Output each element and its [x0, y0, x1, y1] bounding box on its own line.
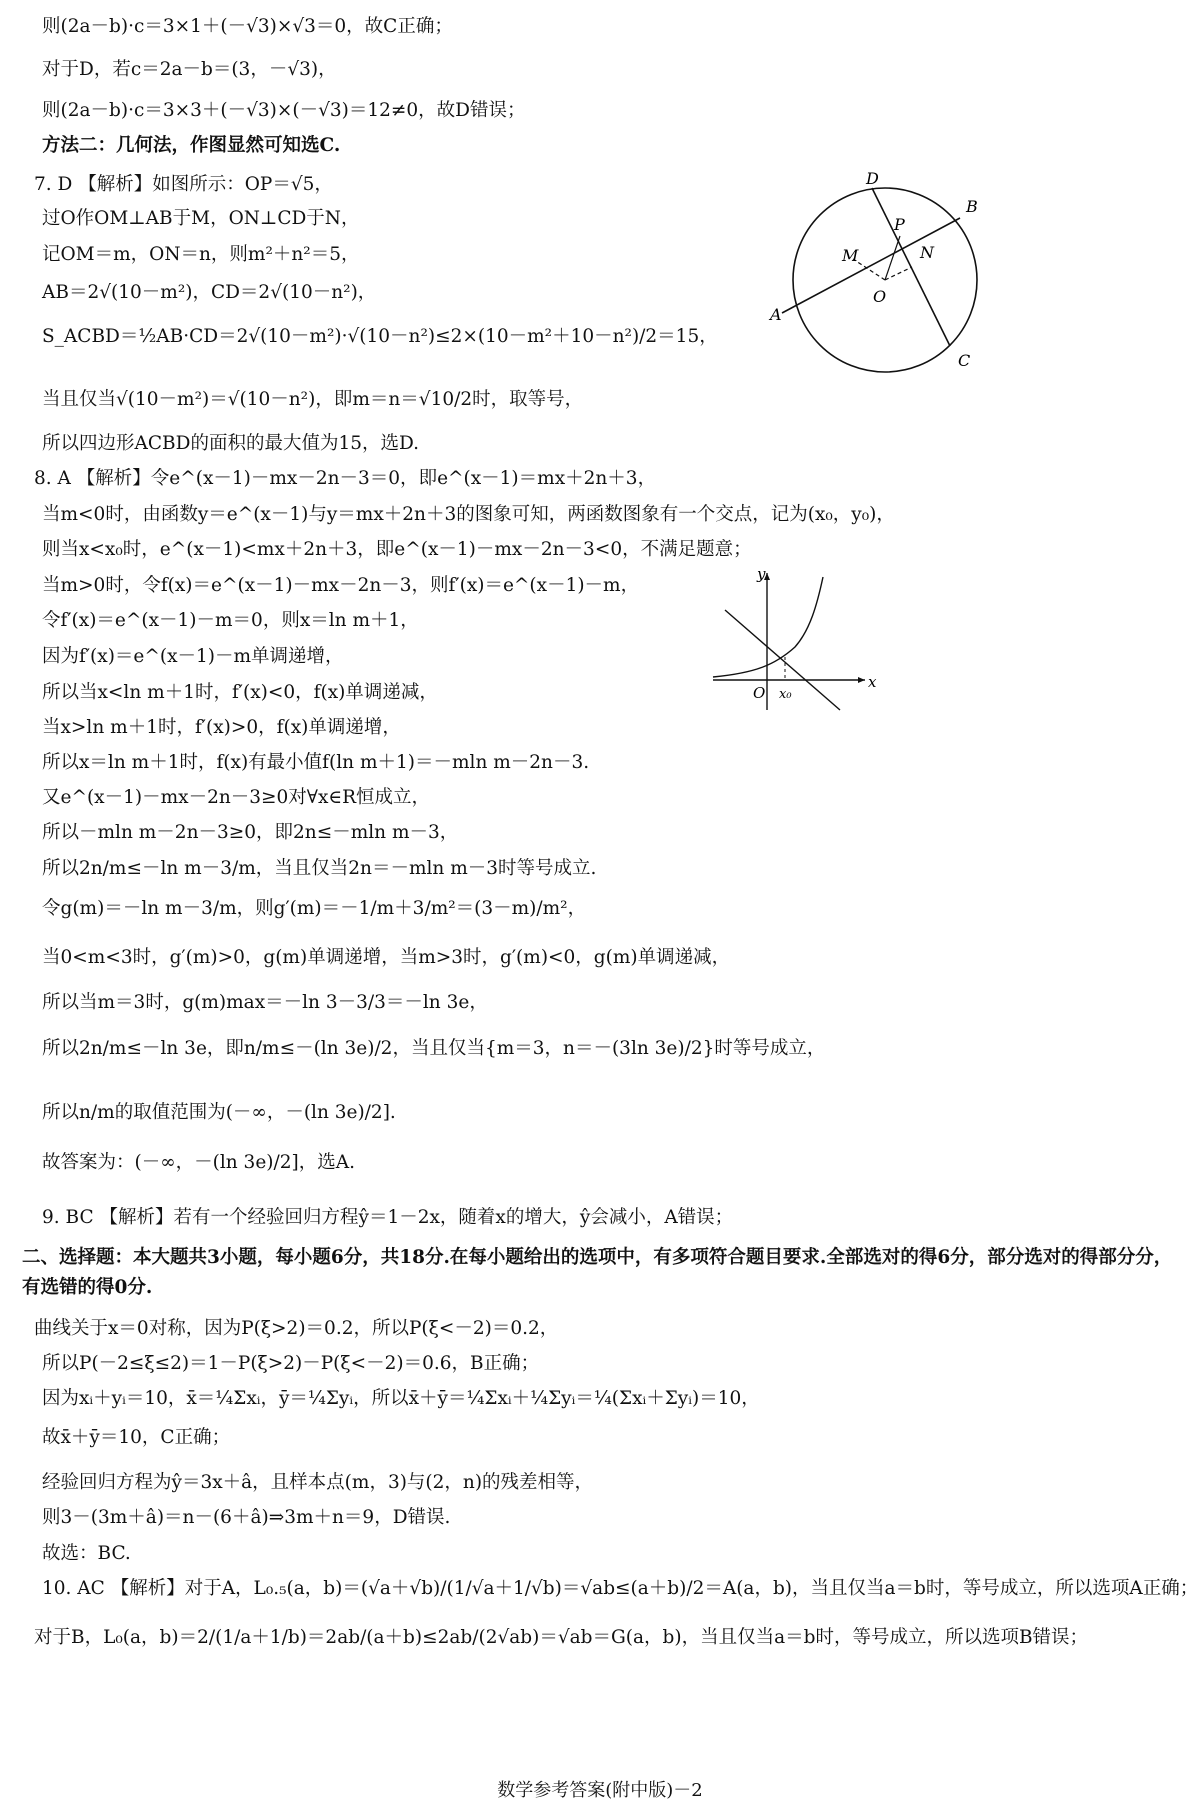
label-origin: O — [753, 684, 766, 702]
label-x: x — [868, 673, 877, 691]
text-line: 所以当x<ln m＋1时，f′(x)<0，f(x)单调递减， — [42, 682, 438, 703]
label-a: A — [770, 305, 782, 324]
text-line: 当m<0时，由函数y＝e^(x－1)与y＝mx＋2n＋3的图象可知，两函数图象有一个交点，记为(x₀，y₀)， — [42, 504, 895, 525]
text-line: AB＝2√(10－m²)，CD＝2√(10－n²)， — [42, 282, 377, 303]
label-x0: x₀ — [779, 687, 792, 702]
text-line: 经验回归方程为ŷ＝3x＋â，且样本点(m，3)与(2，n)的残差相等， — [42, 1472, 594, 1493]
text-line: 则3－(3m＋â)＝n－(6＋â)⇒3m＋n＝9，D错误. — [42, 1507, 451, 1528]
text-line: 令f′(x)＝e^(x－1)－m＝0，则x＝ln m＋1， — [42, 610, 419, 631]
label-d: D — [866, 169, 879, 188]
text-line: 则(2a－b)·c＝3×3＋(－√3)×(－√3)＝12≠0，故D错误； — [42, 100, 526, 121]
text-line: 所以当m＝3时，g(m)max＝－ln 3－3/3＝－ln 3e， — [42, 992, 488, 1013]
text-line: 曲线关于x＝0对称，因为P(ξ>2)＝0.2，所以P(ξ<－2)＝0.2， — [34, 1318, 559, 1339]
function-graph-figure — [705, 565, 875, 715]
exponential-curve — [713, 577, 823, 677]
text-line: 8. A 【解析】令e^(x－1)－mx－2n－3＝0，即e^(x－1)＝mx＋2n＋3， — [34, 468, 657, 489]
section-heading: 二、选择题：本大题共3小题，每小题6分，共18分.在每小题给出的选项中，有多项符合题目要求.全部选对的得6分，部分选对的得部分分，有选错的得0分. — [22, 1247, 1173, 1298]
text-line: 记OM＝m，ON＝n，则m²＋n²＝5， — [42, 244, 360, 265]
text-line: 故x̄＋ȳ＝10，C正确； — [42, 1427, 231, 1448]
text-line: 因为f′(x)＝e^(x－1)－m单调递增， — [42, 646, 344, 667]
circle-figure — [770, 170, 1000, 380]
label-y: y — [757, 565, 766, 583]
text-line: 过O作OM⊥AB于M，ON⊥CD于N， — [42, 208, 360, 229]
text-line: 对于D，若c＝2a－b＝(3，－√3)， — [42, 59, 337, 80]
label-b: B — [966, 197, 978, 216]
text-line: S_ACBD＝½AB·CD＝2√(10－m²)·√(10－n²)≤2×(10－m²＋10－n²)/2＝15， — [42, 326, 718, 347]
text-line: 因为xᵢ＋yᵢ＝10，x̄＝¼Σxᵢ，ȳ＝¼Σyᵢ，所以x̄＋ȳ＝¼Σxᵢ＋¼Σyᵢ＝¼(Σxᵢ＋Σyᵢ)＝10， — [42, 1388, 760, 1409]
text-line: 令g(m)＝－ln m－3/m，则g′(m)＝－1/m＋3/m²＝(3－m)/m²， — [42, 898, 587, 919]
text-line: 所以四边形ACBD的面积的最大值为15，选D. — [42, 433, 420, 454]
label-p: P — [894, 215, 905, 234]
text-line: 又e^(x－1)－mx－2n－3≥0对∀x∈R恒成立， — [42, 787, 431, 808]
text-line: 所以x＝ln m＋1时，f(x)有最小值f(ln m＋1)＝－mln m－2n－3. — [42, 752, 590, 773]
text-line: 所以P(－2≤ξ≤2)＝1－P(ξ>2)－P(ξ<－2)＝0.6，B正确； — [42, 1353, 540, 1374]
text-line: 7. D 【解析】如图所示：OP＝√5， — [34, 174, 333, 195]
text-line: 当m>0时，令f(x)＝e^(x－1)－mx－2n－3，则f′(x)＝e^(x－1)－m， — [42, 575, 640, 596]
text-line: 则当x<x₀时，e^(x－1)<mx＋2n＋3，即e^(x－1)－mx－2n－3<0，不满足题意； — [42, 539, 752, 560]
text-line: 故答案为：(－∞，－(ln 3e)/2]，选A. — [42, 1152, 355, 1173]
text-line: 则(2a－b)·c＝3×1＋(－√3)×√3＝0，故C正确； — [42, 16, 453, 37]
label-m: M — [842, 246, 859, 265]
x-axis-arrow — [858, 677, 865, 683]
chord-ab — [782, 218, 960, 313]
text-line: 所以－mln m－2n－3≥0，即2n≤－mln m－3， — [42, 822, 459, 843]
text-line: 所以2n/m≤－ln m－3/m，当且仅当2n＝－mln m－3时等号成立. — [42, 858, 597, 879]
page-footer: 数学参考答案(附中版)－2 — [497, 1780, 703, 1801]
label-o: O — [873, 287, 887, 306]
text-line: 当且仅当√(10－m²)＝√(10－n²)，即m＝n＝√10/2时，取等号， — [42, 389, 584, 410]
text-line: 9. BC 【解析】若有一个经验回归方程ŷ＝1－2x，随着x的增大，ŷ会减小，A错误； — [42, 1207, 734, 1228]
text-line: 故选：BC. — [42, 1543, 131, 1564]
label-c: C — [958, 351, 971, 370]
text-line: 10. AC 【解析】对于A，L₀.₅(a，b)＝(√a＋√b)/(1/√a＋1/√b)＝√ab≤(a＋b)/2＝A(a，b)，当且仅当a＝b时，等号成立，所以选项A正确； — [42, 1578, 1199, 1599]
text-line: 方法二：几何法，作图显然可知选C. — [42, 135, 341, 156]
label-n: N — [920, 243, 934, 262]
text-line: 当x>ln m＋1时，f′(x)>0，f(x)单调递增， — [42, 717, 401, 738]
text-line: 对于B，L₀(a，b)＝2/(1/a＋1/b)＝2ab/(a＋b)≤2ab/(2√ab)＝√ab＝G(a，b)，当且仅当a＝b时，等号成立，所以选项B错误； — [34, 1627, 1089, 1648]
text-line: 所以2n/m≤－ln 3e，即n/m≤－(ln 3e)/2，当且仅当{m＝3，n＝－(3ln 3e)/2}时等号成立， — [42, 1038, 826, 1059]
text-line: 当0<m<3时，g′(m)>0，g(m)单调递增，当m>3时，g′(m)<0，g(m)单调递减， — [42, 947, 731, 968]
text-line: 所以n/m的取值范围为(－∞，－(ln 3e)/2]. — [42, 1102, 396, 1123]
